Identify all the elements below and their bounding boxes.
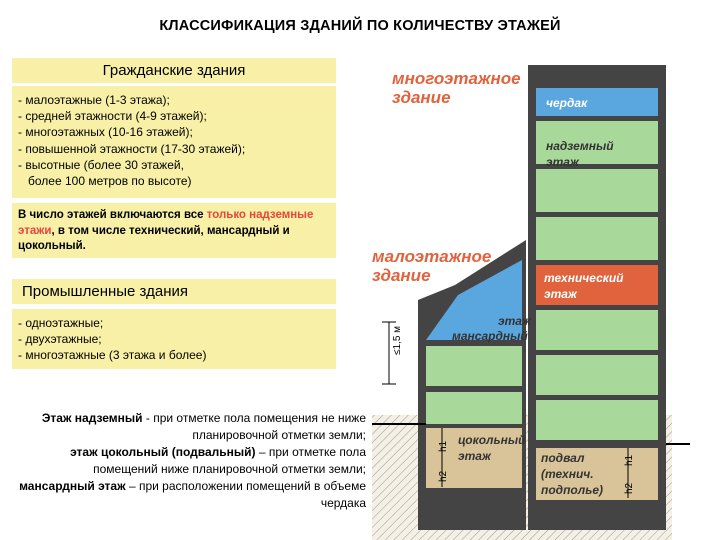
list-item: - двухэтажные;	[18, 332, 102, 347]
h2-label: h2	[624, 482, 635, 494]
list-item: - многоэтажных (10-16 этажей);	[18, 125, 193, 140]
floor-slab	[536, 400, 658, 440]
list-item: - высотные (более 30 этажей,	[18, 157, 184, 172]
floor-slab	[536, 355, 658, 395]
note-text: В число этажей включаются все	[18, 209, 207, 221]
floor-slab	[536, 310, 658, 350]
above-ground-label: этаж	[546, 155, 579, 169]
list-item: более 100 метров по высоте)	[18, 174, 192, 189]
h2-label: h2	[438, 470, 449, 482]
attic-label: чердак	[546, 96, 588, 110]
lowrise-label: здание	[372, 266, 431, 285]
cellar-label: подвал	[541, 451, 585, 465]
technical-label: технический	[544, 271, 624, 285]
cellar-label: подполье)	[541, 483, 603, 497]
basement-label: цокольный	[458, 433, 526, 447]
definition-text: – при отметке пола помещений ниже планировочной отметки земли;	[93, 445, 366, 476]
h1-label: h1	[624, 454, 635, 466]
list-item: - одноэтажные;	[18, 316, 104, 330]
mansard-label: этаж	[498, 314, 531, 328]
list-item: - повышенной этажности (17-30 этажей);	[18, 141, 246, 156]
mansard-label: мансардный	[452, 329, 528, 343]
civil-buildings-header: Гражданские здания	[12, 58, 336, 83]
h1-label: h1	[438, 440, 449, 452]
multistory-label: многоэтажное	[392, 69, 521, 88]
definition-term: Этаж надземный	[41, 411, 143, 425]
technical-label: этаж	[544, 287, 577, 301]
basement-label: этаж	[458, 449, 491, 463]
above-ground-label: надземный	[546, 139, 614, 153]
lowrise-label: малоэтажное	[372, 247, 492, 266]
definition-text: - при отметке пола помещения не ниже планировочной отметки земли;	[142, 411, 366, 442]
height-mark-label: ≤1,5 м	[392, 325, 403, 355]
cellar-label: (технич.	[541, 467, 594, 481]
floor-slab	[536, 169, 658, 212]
industrial-buildings-header: Промышленные здания	[12, 279, 336, 304]
note-highlight: только надземные этажи	[18, 209, 314, 237]
note-text-end: , в том числе технический, мансардный и цокольный.	[18, 224, 290, 252]
definition-term: мансардный этаж	[19, 479, 126, 493]
definition-text: – при расположении помещений в объеме чердака	[125, 479, 366, 510]
floor-slab	[426, 346, 522, 386]
multistory-label: здание	[392, 88, 451, 107]
floor-slab	[536, 217, 658, 260]
list-item: - средней этажности (4-9 этажей);	[18, 109, 207, 124]
list-item: - многоэтажные (3 этажа и более)	[18, 348, 207, 363]
definition-term: этаж цокольный (подвальный)	[70, 445, 256, 459]
page-title: КЛАССИФИКАЦИЯ ЗДАНИЙ ПО КОЛИЧЕСТВУ ЭТАЖЕЙ	[159, 18, 561, 34]
floor-slab	[426, 392, 522, 424]
list-item: - малоэтажные (1-3 этажа);	[18, 93, 170, 107]
